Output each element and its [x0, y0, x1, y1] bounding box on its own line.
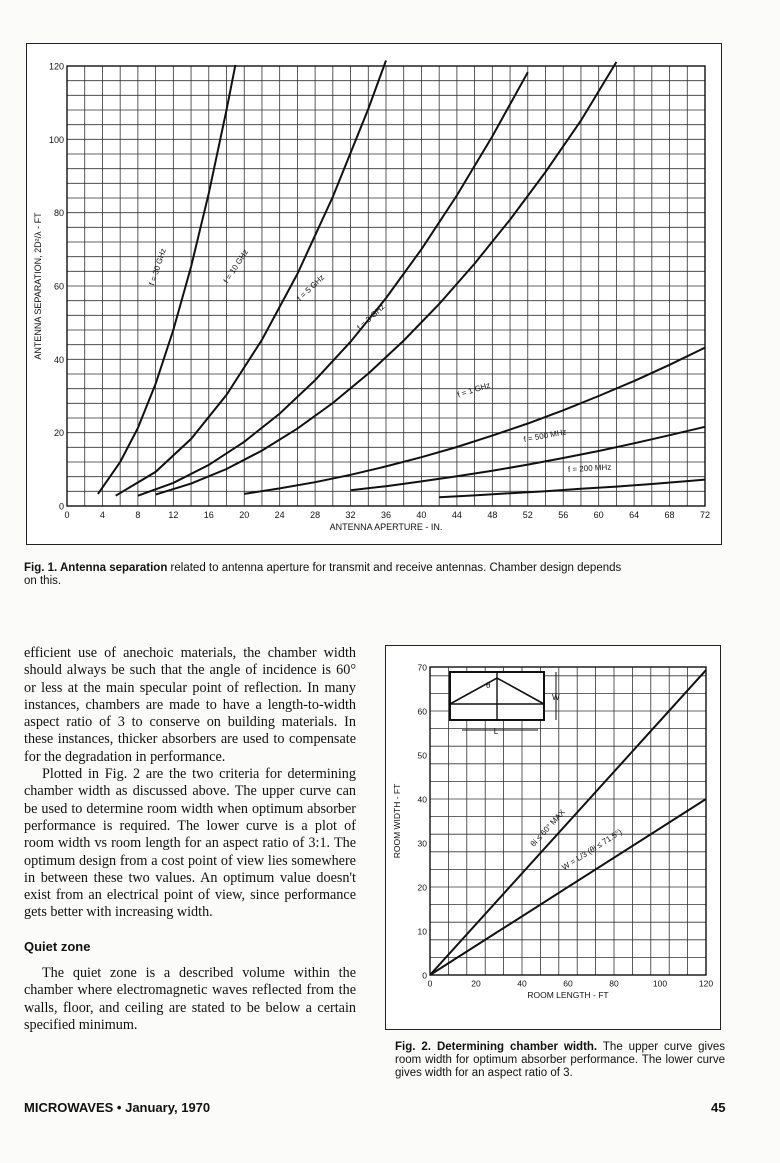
- x-tick-label: 28: [310, 510, 321, 520]
- fig1-caption: [24, 562, 624, 588]
- x-tick-label: 24: [274, 510, 285, 520]
- fig1-chart: [27, 44, 721, 544]
- body-paragraph-3: The quiet zone is a described volume within the chamber where electromagnetic waves reflected from the walls, floor, and ceiling are stated to be below a certain specified minimum.: [24, 965, 356, 1033]
- x-tick-label: 40: [416, 510, 427, 520]
- series-label: f = 200 MHz: [567, 462, 612, 475]
- x-tick-label: 36: [380, 510, 392, 520]
- fig1-caption-bold: Fig. 1. Antenna separation: [24, 562, 168, 574]
- x-tick-label: 20: [471, 978, 481, 989]
- x-tick-label: 40: [517, 978, 527, 989]
- body-paragraph-1: efficient use of anechoic materials, the chamber width should always be such that the angle of incidence is 60° or less at the main specular point of reflection. In many instances, chambers are made to have a length-to-width aspect ratio of 3 to conserve on building materials. In these instances, thicker absorbers are used to compensate for the degradation in performance.: [24, 645, 356, 765]
- section-heading: Quiet zone: [24, 938, 91, 954]
- l-label: L: [493, 727, 499, 736]
- x-tick-label: 12: [168, 510, 179, 520]
- series-label: f = 30 GHz: [147, 247, 168, 287]
- x-tick-label: 44: [451, 510, 462, 520]
- y-tick-label: 60: [417, 706, 427, 717]
- x-axis-label: ROOM LENGTH - FT: [527, 990, 609, 1000]
- y-tick-label: 0: [58, 501, 64, 512]
- x-tick-label: 64: [629, 510, 640, 520]
- y-tick-label: 40: [53, 354, 64, 365]
- series-label: f = 3 GHz: [355, 302, 387, 333]
- x-tick-label: 60: [563, 978, 573, 989]
- y-tick-label: 20: [417, 882, 427, 893]
- y-tick-label: 60: [53, 281, 64, 292]
- w-label: W: [552, 693, 560, 702]
- fig2-frame: [385, 645, 721, 1030]
- body-paragraph-2: Plotted in Fig. 2 are the two criteria for determining chamber width as discussed above. The upper curve can be used to determine room width when optimum absorber performance is required. The lower curve is a plot of room width vs room length for an aspect ratio of 3:1. The optimum design from a cost point of view lies somewhere in between these two values. An optimum value doesn't exist from an electrical point of view, since performance gets better with increasing width.: [24, 766, 356, 921]
- x-tick-label: 60: [593, 510, 604, 520]
- fig1-frame: [26, 43, 722, 545]
- x-tick-label: 20: [239, 510, 250, 520]
- x-tick-label: 0: [64, 510, 70, 520]
- series-label: f = 5 GHz: [295, 272, 327, 303]
- y-tick-label: 100: [48, 134, 64, 145]
- series-label: f = 1 GHz: [456, 380, 492, 400]
- series-label: θi ≤ 60° MAX: [528, 807, 567, 849]
- x-tick-label: 0: [427, 978, 433, 989]
- y-axis-label: ROOM WIDTH - FT: [392, 783, 402, 859]
- series-label: f = 10 GHz: [221, 247, 251, 285]
- y-tick-label: 40: [417, 794, 427, 805]
- x-tick-label: 8: [135, 510, 141, 520]
- grid: [67, 66, 705, 506]
- series-label: W = L/3 (θi ≤ 71.5°): [560, 827, 624, 873]
- y-tick-label: 50: [417, 750, 427, 761]
- fig1-caption-text: related to antenna aperture for transmit and receive antennas. Chamber design depends on this.: [24, 562, 622, 587]
- y-tick-label: 0: [422, 970, 427, 981]
- fig2-caption-text: The upper curve gives room width for optimum absorber performance. The lower curve gives width for an aspect ratio of 3.: [395, 1041, 725, 1079]
- article-body: [24, 645, 356, 1034]
- y-tick-label: 30: [417, 838, 427, 849]
- x-tick-label: 100: [652, 978, 668, 989]
- x-tick-label: 16: [203, 510, 214, 520]
- y-tick-label: 120: [48, 61, 64, 72]
- x-tick-label: 68: [664, 510, 675, 520]
- y-tick-label: 70: [417, 662, 427, 673]
- page-number: 45: [711, 1100, 726, 1115]
- theta-label: θ: [486, 681, 491, 690]
- x-axis-label: ANTENNA APERTURE - IN.: [329, 522, 443, 532]
- footer-journal: MICROWAVES • January, 1970: [24, 1100, 211, 1115]
- x-tick-label: 56: [558, 510, 569, 520]
- y-axis-label: ANTENNA SEPARATION, 2D²/λ - FT: [33, 212, 43, 360]
- fig2-caption: [395, 1041, 725, 1080]
- x-tick-label: 4: [99, 510, 105, 520]
- y-tick-label: 80: [53, 208, 64, 219]
- fig2-caption-bold: Fig. 2. Determining chamber width.: [395, 1041, 598, 1053]
- y-tick-label: 10: [417, 926, 427, 937]
- x-tick-label: 48: [487, 510, 498, 520]
- series-label: f = 500 MHz: [522, 427, 568, 445]
- series-line: [98, 65, 235, 494]
- fig2-chart: [386, 646, 720, 1029]
- x-tick-label: 32: [345, 510, 356, 520]
- x-tick-label: 52: [522, 510, 533, 520]
- y-tick-label: 20: [53, 428, 64, 439]
- x-tick-label: 80: [609, 978, 619, 989]
- series-line: [439, 480, 705, 498]
- x-tick-label: 72: [699, 510, 711, 520]
- x-tick-label: 120: [698, 978, 714, 989]
